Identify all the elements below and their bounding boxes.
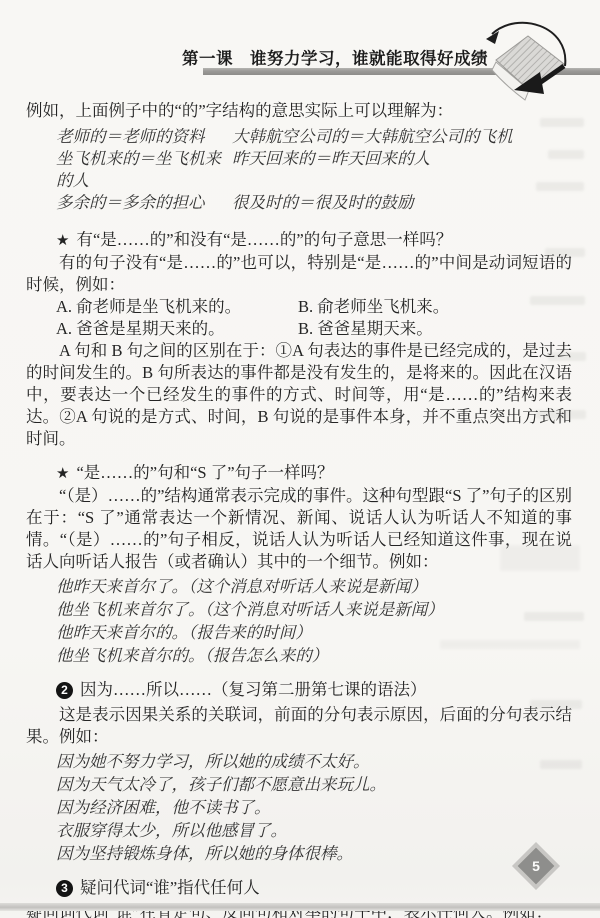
example-cell: 多余的＝多余的担心 xyxy=(56,193,205,212)
page-title: 第一课 谁努力学习，谁就能取得好成绩 xyxy=(182,50,488,68)
de-structure-example-table xyxy=(56,126,572,214)
question-1-answer: 有的句子没有“是……的”也可以，特别是“是……的”中间是动词短语的时候，例如： xyxy=(26,253,572,294)
example-sentence: 因为天气太冷了，孩子们都不愿意出来玩儿。 xyxy=(56,775,386,794)
grammar-point-2-title: 因为……所以……（复习第二册第七课的语法） xyxy=(80,680,427,699)
example-sentence: 他昨天来首尔的。（报告来的时间） xyxy=(56,623,312,642)
star-icon: ★ xyxy=(56,233,70,249)
example-cell: 老师的＝老师的资料 xyxy=(56,127,205,146)
grammar-point-3-title: 疑问代词“谁”指代任何人 xyxy=(80,878,260,897)
example-cell: 大韩航空公司的＝大韩航空公司的飞机 xyxy=(232,127,513,146)
scan-page-edge-shadow xyxy=(0,903,600,911)
example-sentence: 因为坚持锻炼身体，所以她的身体很棒。 xyxy=(56,844,353,863)
example-sentence: 他坐飞机来首尔了。（这个消息对听话人来说是新闻） xyxy=(56,600,444,619)
grammar-point-2-body: 这是表示因果关系的关联词，前面的分句表示原因，后面的分句表示结果。例如： xyxy=(26,705,572,746)
question-1-text: 有“是……的”和没有“是……的”的句子意思一样吗？ xyxy=(76,230,453,249)
example-sentence: 因为她不努力学习，所以她的成绩不太好。 xyxy=(56,752,370,771)
sentence-a: A. 爸爸是星期天来的。 xyxy=(56,319,225,338)
ab-sentence-comparison xyxy=(56,296,572,340)
example-sentence: 衣服穿得太少，所以他感冒了。 xyxy=(56,821,287,840)
question-2-examples xyxy=(56,575,572,667)
question-2-explanation: “（是）……的”结构通常表示完成的事件。这种句型跟“S 了”句子的区别在于：“S 了”通常表达一个新情况、新闻、说话人认为听话人不知道的事情。“（是）……的”句子相反，说话人认为听话人已经知道这件事，现在说话人向听话人报告（或者确认）其中的一个细节。例如： xyxy=(26,486,572,571)
question-2-text: “是……的”句和“S 了”句子一样吗？ xyxy=(76,463,334,482)
grammar-point-2-examples xyxy=(56,750,572,865)
question-heading-1 xyxy=(56,229,572,252)
example-sentence: 他昨天来首尔了。（这个消息对听话人来说是新闻） xyxy=(56,577,428,596)
example-cell: 坐飞机来的＝坐飞机来的人 xyxy=(56,149,221,190)
example-cell: 昨天回来的＝昨天回来的人 xyxy=(232,149,430,168)
intro-lead: 例如，上面例子中的“的”字结构的意思实际上可以理解为： xyxy=(26,101,454,120)
page-flip-book-icon xyxy=(462,8,594,110)
question-heading-2 xyxy=(56,462,572,485)
circled-number-3-icon: 3 xyxy=(56,880,73,897)
example-sentence: 因为经济困难，他不读书了。 xyxy=(56,798,271,817)
sentence-b: B. 俞老师坐飞机来。 xyxy=(298,297,450,316)
grammar-point-2-heading xyxy=(56,679,572,701)
example-cell: 很及时的＝很及时的鼓励 xyxy=(232,193,414,212)
circled-number-2-icon: 2 xyxy=(56,682,73,699)
example-sentence: 他坐飞机来首尔的。（报告怎么来的） xyxy=(56,646,329,665)
sentence-a: A. 俞老师是坐飞机来的。 xyxy=(56,297,242,316)
grammar-point-3-heading xyxy=(56,877,572,899)
sentence-b: B. 爸爸星期天来。 xyxy=(298,319,433,338)
page-number: 5 xyxy=(532,858,540,874)
page-body xyxy=(26,100,572,918)
star-icon: ★ xyxy=(56,466,70,482)
page-number-diamond-badge xyxy=(518,848,554,884)
question-1-explanation: A 句和 B 句之间的区别在于：①A 句表达的事件是已经完成的，是过去的时间发生的。B 句所表达的事件都是没有发生的，是将来的。因此在汉语中，要表达一个已经发生的事件的方式、时间等，用“是……的”结构来表达。②A 句说的是方式、时间，B 句说的是事件本身，并不重点突出方式和时间。 xyxy=(26,341,572,448)
